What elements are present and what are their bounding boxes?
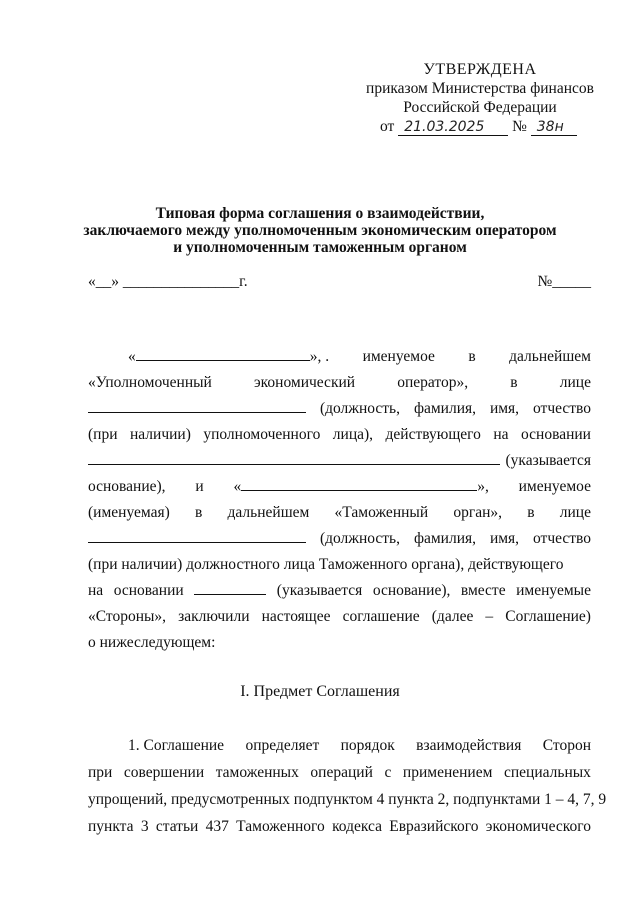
- approval-line-2: Российской Федерации: [403, 99, 557, 116]
- text-fragment: операций: [310, 764, 373, 781]
- text-fragment: действующего: [385, 426, 481, 443]
- text-fragment: основании: [113, 582, 184, 599]
- text-fragment: в: [527, 504, 535, 521]
- approval-number-prefix: №: [512, 118, 527, 135]
- text-fragment: (должность,: [319, 530, 401, 547]
- text-fragment: определяет: [245, 737, 320, 754]
- text-fragment: «Таможенный: [334, 504, 429, 521]
- p1-line-5: [88, 452, 591, 470]
- text-fragment: специальных: [503, 764, 591, 781]
- agreement-date-placeholder: «__» _______________г.: [88, 273, 248, 290]
- approval-line-1: приказом Министерства финансов: [366, 80, 594, 97]
- document-title: [60, 205, 580, 256]
- text-fragment: экономический: [254, 374, 356, 391]
- text-fragment: статьи: [155, 818, 199, 835]
- text-fragment: Таможенного: [236, 818, 325, 835]
- text-fragment: на: [88, 582, 104, 599]
- text-fragment: заключили: [178, 608, 250, 625]
- approval-block: [360, 60, 600, 136]
- p2-line-4: [88, 818, 591, 836]
- text-fragment: «Уполномоченный: [88, 374, 212, 391]
- text-fragment: (указывается: [276, 582, 363, 599]
- text-fragment: кодекса: [332, 818, 382, 835]
- p1-line-10: [88, 582, 591, 600]
- text-fragment: дальнейшем: [227, 504, 310, 521]
- text-fragment: лица),: [332, 426, 374, 443]
- p1-line-6: [88, 478, 591, 496]
- text-fragment: при: [88, 764, 113, 781]
- approval-number-handwritten: 38н: [531, 119, 577, 136]
- text-fragment: применением: [402, 764, 493, 781]
- text-fragment: «: [233, 478, 242, 495]
- text-fragment: лице: [559, 504, 591, 521]
- text-fragment: в: [510, 374, 518, 391]
- basis-short-blank: [194, 582, 266, 595]
- text-fragment: взаимодействия: [416, 737, 522, 754]
- text-fragment: с: [384, 764, 392, 781]
- text-fragment: фамилия,: [413, 400, 477, 417]
- text-fragment: именуемое: [362, 348, 435, 365]
- text-fragment: лице: [559, 374, 591, 391]
- text-fragment: настоящее: [261, 608, 331, 625]
- text-fragment: « », .: [128, 348, 330, 365]
- text-fragment: «Стороны»,: [88, 608, 167, 625]
- text-fragment: оператор»,: [397, 374, 469, 391]
- p1-line-2: [88, 374, 591, 392]
- text-fragment: соглашение: [342, 608, 420, 625]
- text-fragment: (при: [88, 426, 118, 443]
- official-blank: [88, 530, 306, 543]
- text-fragment: порядок: [340, 737, 395, 754]
- text-fragment: 1. Соглашение: [128, 737, 225, 754]
- p1-line-11: [88, 608, 591, 626]
- text-fragment: 437: [205, 818, 229, 835]
- text-fragment: (указывается: [505, 452, 591, 469]
- text-fragment: в: [194, 504, 203, 521]
- p2-line-1: [88, 737, 591, 755]
- text-fragment: отчество: [533, 530, 591, 547]
- text-fragment: дальнейшем: [509, 348, 591, 365]
- text-fragment: основании: [521, 426, 591, 443]
- p1-line-8: [88, 530, 591, 548]
- text-fragment: 3: [140, 818, 149, 835]
- approval-date-handwritten: 21.03.2025: [398, 119, 508, 136]
- title-line-3: и уполномоченным таможенным органом: [173, 239, 467, 256]
- text-fragment: –: [485, 608, 494, 625]
- text-fragment: именуемые: [516, 582, 591, 599]
- p1-line-9: (при наличии) должностного лица Таможенного органа), действующего: [88, 556, 564, 573]
- approval-date-line: [360, 117, 600, 136]
- p1-line-7: [88, 504, 591, 522]
- text-fragment: фамилия,: [413, 530, 477, 547]
- text-fragment: орган»,: [453, 504, 503, 521]
- approval-stamp: УТВЕРЖДЕНА: [423, 61, 537, 78]
- agreement-number-placeholder: №_____: [537, 273, 591, 290]
- text-fragment: [136, 348, 310, 361]
- p1-line-12: о нижеследующем:: [88, 634, 216, 651]
- p2-line-3: упрощений, предусмотренных подпунктом 4 пункта 2, подпунктами 1 – 4, 7, 9: [88, 791, 607, 808]
- text-fragment: »,: [477, 478, 489, 495]
- text-fragment: наличии): [129, 426, 191, 443]
- p1-line-1: [88, 348, 591, 366]
- text-fragment: имя,: [489, 530, 520, 547]
- text-fragment: (далее: [431, 608, 474, 625]
- text-fragment: «: [128, 348, 136, 365]
- text-fragment: пункта: [88, 818, 134, 835]
- approval-date-prefix: от: [380, 118, 395, 135]
- text-fragment: уполномоченного: [203, 426, 321, 443]
- text-fragment: Соглашение): [505, 608, 591, 625]
- text-fragment: именуемое: [518, 478, 591, 495]
- text-fragment: Сторон: [542, 737, 591, 754]
- text-fragment: отчество: [533, 400, 591, 417]
- text-fragment: основание),: [372, 582, 451, 599]
- section-1-heading: I. Предмет Соглашения: [240, 683, 400, 700]
- text-fragment: и: [195, 478, 204, 495]
- text-fragment: »,: [309, 348, 322, 365]
- text-fragment: Евразийского: [389, 818, 479, 835]
- p1-line-3: [88, 400, 591, 418]
- text-fragment: (должность,: [319, 400, 401, 417]
- position-blank: [88, 400, 306, 413]
- text-fragment: имя,: [489, 400, 520, 417]
- text-fragment: экономического: [485, 818, 591, 835]
- text-fragment: таможенных: [215, 764, 299, 781]
- basis-blank: [88, 452, 500, 465]
- text-fragment: в: [468, 348, 476, 365]
- text-fragment: [241, 478, 477, 491]
- p2-line-2: [88, 764, 591, 782]
- text-fragment: (именуемая): [88, 504, 170, 521]
- text-fragment: основание),: [88, 478, 166, 495]
- title-line-2: заключаемого между уполномоченным экономическим оператором: [83, 222, 557, 239]
- text-fragment: совершении: [123, 764, 205, 781]
- text-fragment: на: [493, 426, 509, 443]
- text-fragment: [233, 478, 488, 496]
- title-line-1: Типовая форма соглашения о взаимодействии,: [155, 205, 485, 222]
- text-fragment: вместе: [460, 582, 506, 599]
- p1-line-4: [88, 426, 591, 444]
